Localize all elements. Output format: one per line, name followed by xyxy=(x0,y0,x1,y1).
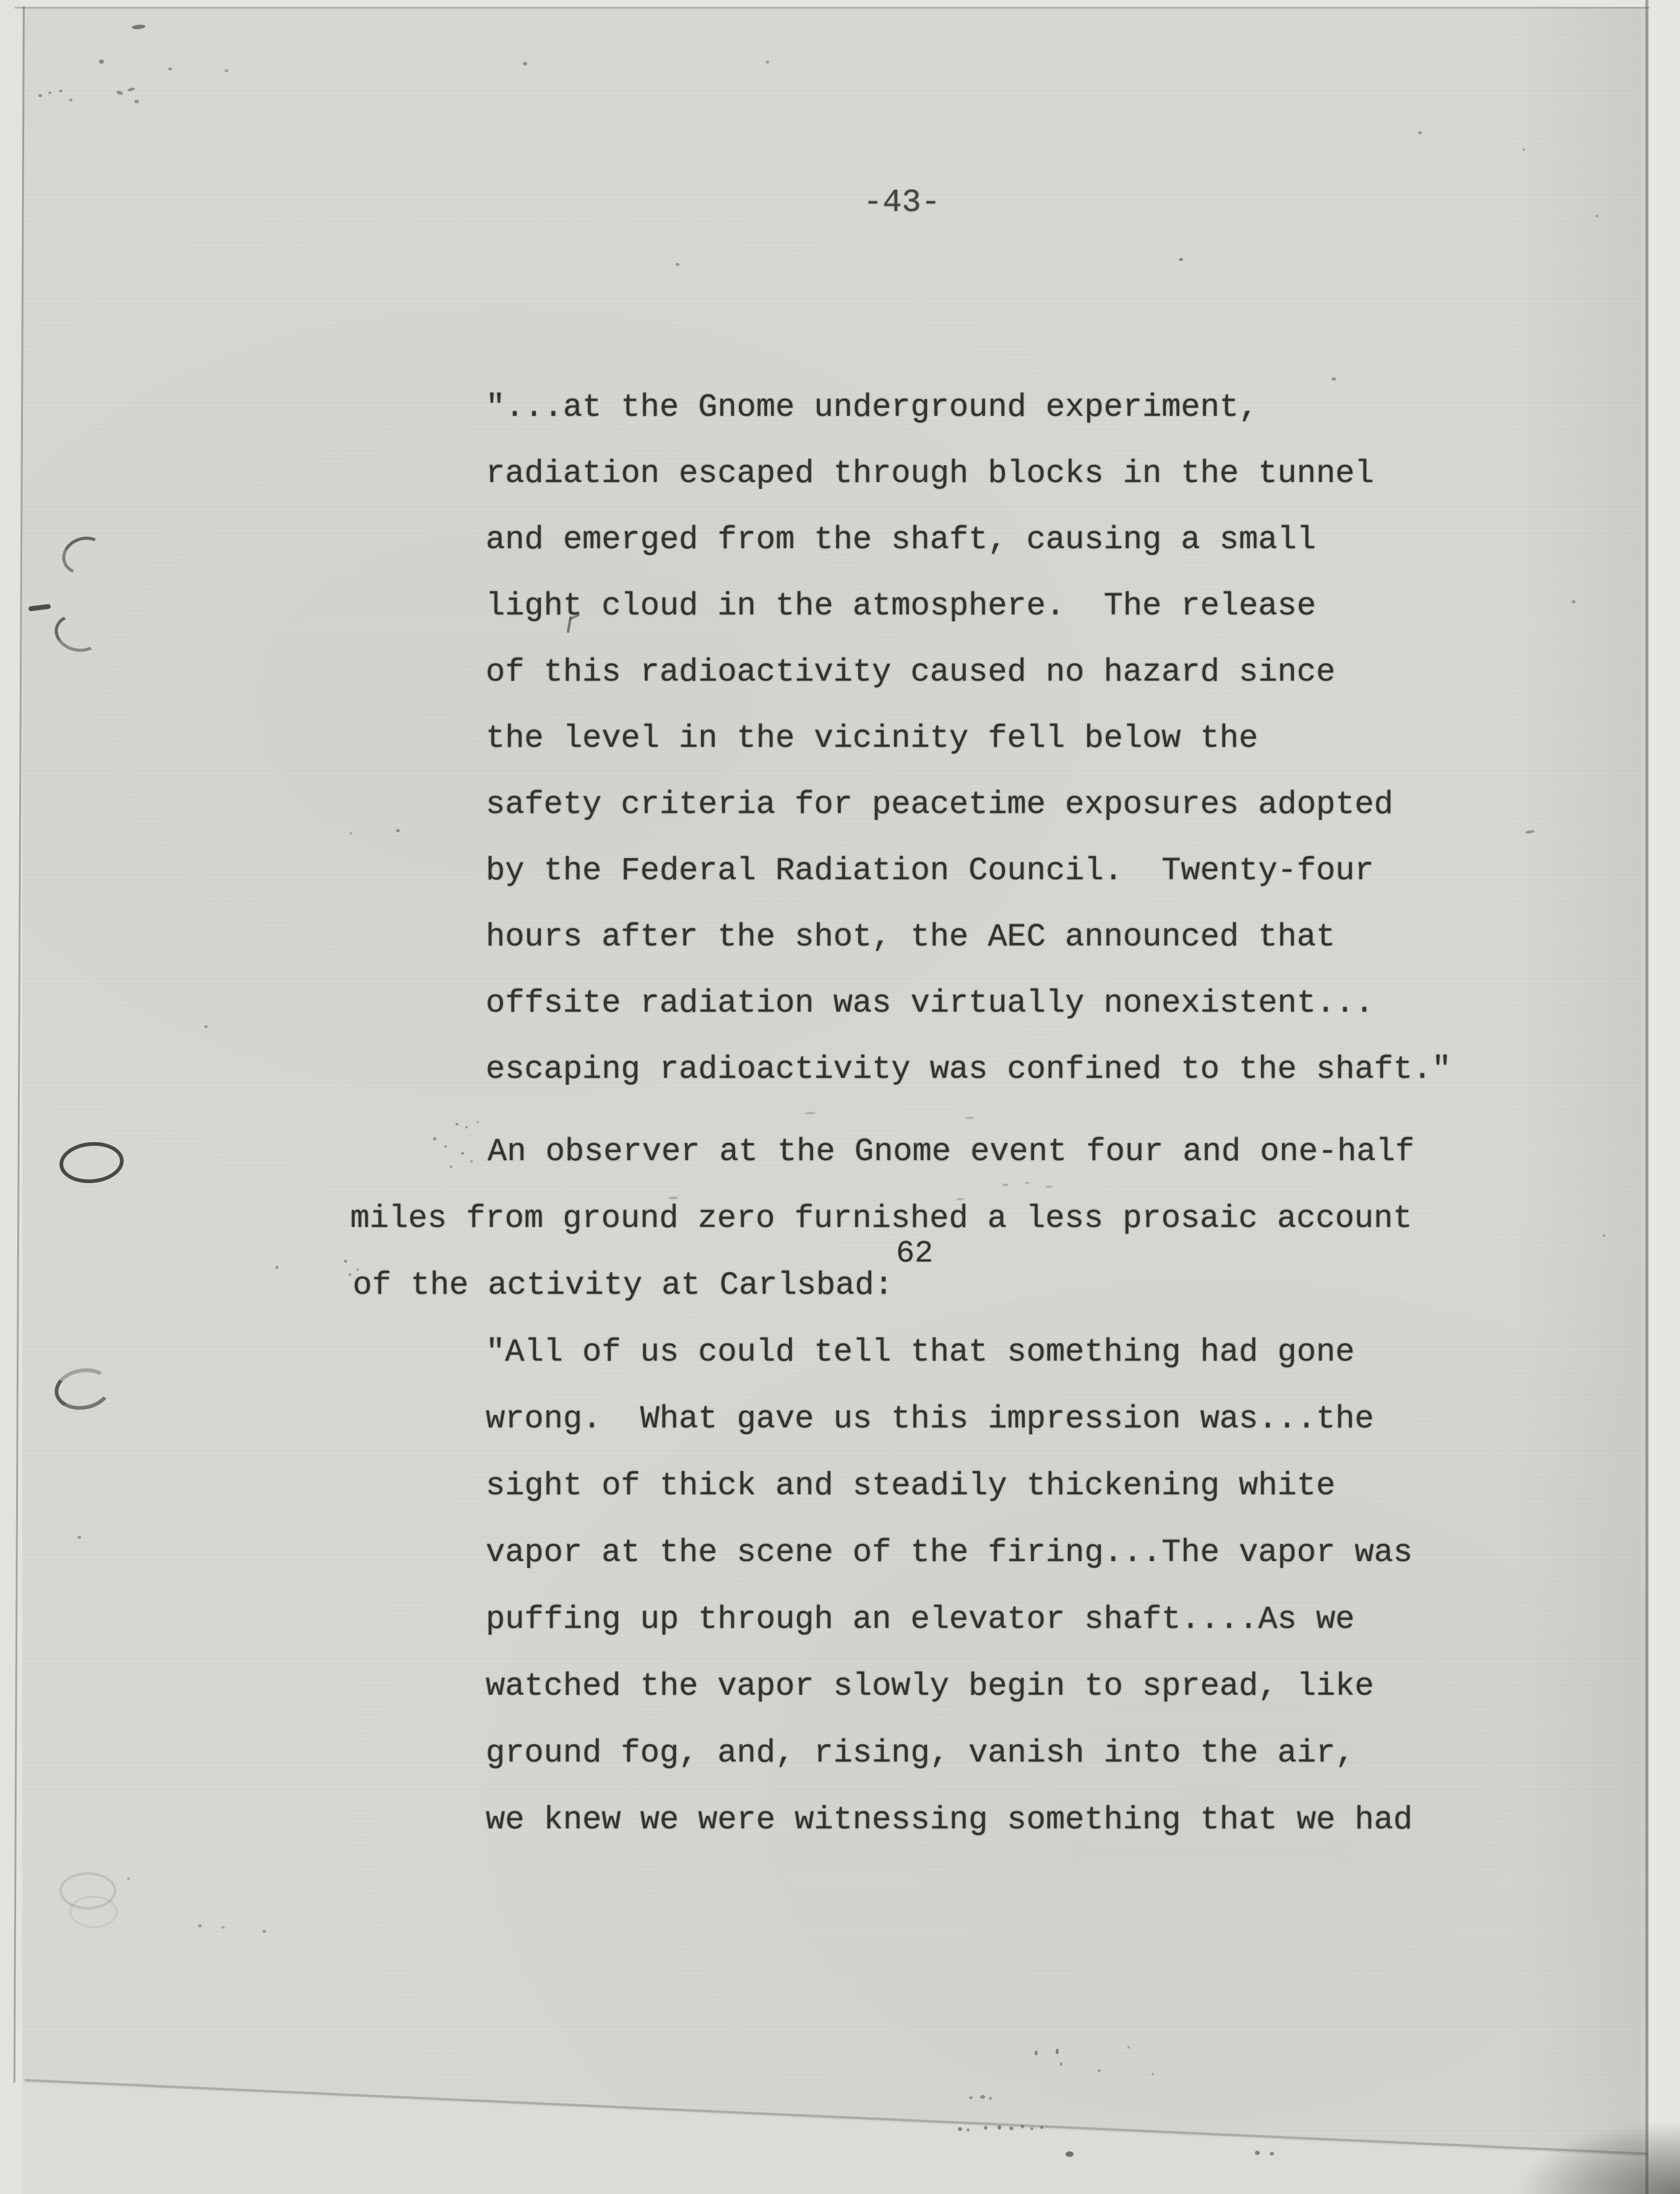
dust-speck xyxy=(1152,2073,1154,2075)
sheet-top-edge xyxy=(15,7,1650,9)
text-line: wrong. What gave us this impression was...the xyxy=(486,1401,1374,1437)
dust-speck xyxy=(1046,1185,1053,1189)
dust-speck xyxy=(1270,2152,1274,2156)
dust-speck xyxy=(804,1112,816,1115)
dust-speck xyxy=(275,1266,278,1269)
dust-speck xyxy=(984,2126,988,2130)
dust-speck xyxy=(396,829,400,832)
text-line: sight of thick and steadily thickening white xyxy=(486,1468,1336,1504)
text-line: of the activity at Carlsbad: xyxy=(353,1267,894,1304)
pencil-paren-mark-2 xyxy=(51,609,105,657)
dust-speck xyxy=(455,1123,459,1125)
footnote-reference: 62 xyxy=(896,1236,934,1271)
dust-speck xyxy=(1179,258,1183,261)
dust-speck xyxy=(198,1924,202,1927)
dust-speck xyxy=(476,1121,479,1123)
dust-speck xyxy=(38,94,42,97)
dust-speck xyxy=(1035,2050,1038,2055)
dust-speck xyxy=(1525,830,1535,835)
dust-speck xyxy=(127,87,136,92)
dust-speck xyxy=(765,61,769,64)
dust-speck xyxy=(967,2128,970,2132)
dust-speck xyxy=(222,1926,225,1929)
dust-speck xyxy=(350,832,352,835)
dust-speck xyxy=(1603,1234,1606,1237)
pencil-dash-mark xyxy=(28,604,51,611)
dust-speck xyxy=(969,2096,973,2099)
pencil-c-mark xyxy=(51,1364,114,1414)
text-line: "All of us could tell that something had gone xyxy=(486,1334,1355,1370)
dust-speck xyxy=(470,1160,473,1163)
text-line: miles from ground zero furnished a less prosaic account xyxy=(350,1200,1413,1237)
dust-speck xyxy=(989,2097,992,2100)
dust-speck xyxy=(958,2127,962,2131)
dust-speck xyxy=(99,59,104,64)
dust-speck xyxy=(1025,1182,1030,1184)
dust-speck xyxy=(1060,2062,1062,2066)
dust-speck xyxy=(348,1273,351,1276)
dust-speck xyxy=(1098,2069,1101,2072)
scan-bed-below-sheet xyxy=(0,2080,1680,2194)
dust-speck xyxy=(1332,377,1336,381)
dust-speck xyxy=(465,1126,468,1129)
dust-speck xyxy=(433,1137,436,1140)
dust-speck xyxy=(1595,215,1598,217)
dust-speck xyxy=(168,67,172,71)
text-line: vapor at the scene of the firing...The vapor was xyxy=(486,1534,1413,1571)
dust-speck xyxy=(77,1536,81,1539)
sheet-right-edge xyxy=(1645,0,1648,2194)
dust-speck xyxy=(1418,131,1422,134)
dust-speck xyxy=(450,1166,452,1168)
text-line: hours after the shot, the AEC announced that xyxy=(486,919,1336,955)
dust-speck xyxy=(668,1197,678,1200)
dust-speck xyxy=(997,2125,1001,2130)
dust-speck xyxy=(127,1877,130,1880)
dust-speck xyxy=(1056,2049,1059,2054)
ghost-ring-mark-2 xyxy=(69,1896,118,1928)
dust-speck xyxy=(59,90,62,92)
pencil-paren-mark-1 xyxy=(57,531,111,580)
dust-speck xyxy=(1522,148,1525,151)
dust-speck xyxy=(69,98,72,101)
dust-speck xyxy=(523,62,527,66)
page-corner-shadow xyxy=(1519,2122,1680,2194)
dust-speck xyxy=(132,24,146,30)
dust-speck xyxy=(204,1025,208,1028)
dust-speck xyxy=(1040,2126,1043,2129)
scan-bed-right-strip xyxy=(1648,0,1680,2194)
dust-speck xyxy=(48,92,51,94)
dust-speck xyxy=(1127,2046,1130,2049)
text-line: puffing up through an elevator shaft....As we xyxy=(486,1601,1355,1638)
dust-speck xyxy=(676,263,679,266)
dust-speck xyxy=(1002,1184,1009,1186)
text-line: we knew we were witnessing something that we had xyxy=(486,1802,1413,1838)
text-line: escaping radioactivity was confined to the shaft." xyxy=(486,1051,1452,1088)
text-line: by the Federal Radiation Council. Twenty-four xyxy=(486,853,1374,889)
dust-speck xyxy=(1021,2125,1024,2128)
dust-speck xyxy=(134,100,139,103)
dust-speck xyxy=(444,1145,447,1148)
dust-speck xyxy=(1255,2151,1260,2155)
dust-speck xyxy=(1030,2127,1033,2130)
dust-speck xyxy=(1572,600,1575,603)
dust-speck xyxy=(262,1930,266,1933)
text-line: An observer at the Gnome event four and one-half xyxy=(488,1134,1415,1170)
text-line: and emerged from the shaft, causing a small xyxy=(486,522,1316,558)
dust-speck xyxy=(116,90,123,95)
dust-speck xyxy=(980,2095,985,2099)
scan-bed-top-strip xyxy=(0,0,1680,7)
dust-speck xyxy=(225,69,228,72)
text-line: watched the vapor slowly begin to spread, like xyxy=(486,1668,1374,1705)
page-number: -43- xyxy=(863,184,941,221)
text-line: "...at the Gnome underground experiment, xyxy=(486,389,1259,426)
dust-speck xyxy=(965,1116,974,1119)
dust-speck xyxy=(461,1152,464,1155)
dust-speck xyxy=(1009,2127,1014,2130)
dust-speck xyxy=(344,1260,347,1263)
dust-speck xyxy=(1066,2151,1074,2157)
text-line: the level in the vicinity fell below the xyxy=(486,720,1259,757)
text-line: radiation escaped through blocks in the tunnel xyxy=(486,455,1374,492)
text-line: ground fog, and, rising, vanish into the air, xyxy=(486,1735,1355,1771)
pencil-circle-mark xyxy=(58,1140,125,1186)
text-line: of this radioactivity caused no hazard since xyxy=(486,654,1336,690)
text-line: light cloud in the atmosphere. The release xyxy=(486,588,1316,624)
text-line: offsite radiation was virtually nonexistent... xyxy=(486,985,1374,1022)
text-line: safety criteria for peacetime exposures adopted xyxy=(486,786,1394,823)
